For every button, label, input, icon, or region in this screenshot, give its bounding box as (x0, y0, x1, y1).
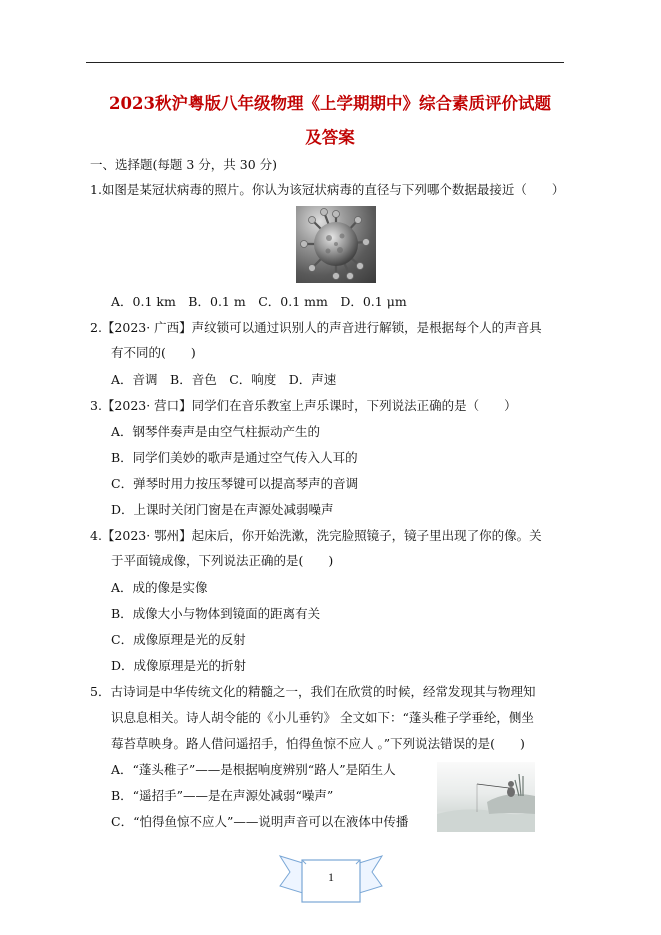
question-2-stem-cont: 有不同的( ) (111, 345, 196, 360)
fishing-child-illustration (437, 762, 535, 832)
fishing-scene (437, 762, 535, 832)
question-5-option-c: C．“怕得鱼惊不应人”——说明声音可以在液体中传播 (111, 814, 409, 829)
question-5-option-b: B．“遥招手”——是在声源处减弱“噪声” (111, 788, 334, 803)
page-number: 1 (328, 870, 334, 884)
question-4-option-d: D．成像原理是光的折射 (111, 658, 247, 673)
question-5-stem-cont-2: 莓苔草映身。路人借问遥招手，怕得鱼惊不应人 。”下列说法错误的是( ) (111, 736, 525, 751)
question-4-stem-cont: 于平面镜成像，下列说法正确的是( ) (111, 553, 334, 568)
question-5-stem: 5．古诗词是中华传统文化的精髓之一，我们在欣赏的时候，经常发现其与物理知 (90, 684, 536, 699)
question-3-option-c: C．弹琴时用力按压琴键可以提高琴声的音调 (111, 476, 359, 491)
question-4-option-a: A．成的像是实像 (111, 580, 208, 595)
header-rule (86, 62, 564, 63)
paper-title: 2023秋沪粤版八年级物理《上学期期中》综合素质评价试题 (109, 94, 551, 113)
question-4-option-c: C．成像原理是光的反射 (111, 632, 246, 647)
question-2-stem: 2.【2023· 广西】声纹锁可以通过识别人的声音进行解锁，是根据每个人的声音具 (90, 320, 542, 335)
paper-title-continued: 及答案 (305, 128, 355, 147)
question-5-stem-cont-1: 识息息相关。诗人胡令能的《小儿垂钓》 全文如下：“蓬头稚子学垂纶，侧坐 (111, 710, 534, 725)
question-3-option-a: A．钢琴伴奏声是由空气柱振动产生的 (111, 424, 321, 439)
question-2-options: A．音调 B．音色 C．响度 D．声速 (111, 372, 337, 387)
section-header: 一、选择题(每题 3 分，共 30 分) (90, 157, 278, 172)
question-4-stem: 4.【2023· 鄂州】起床后，你开始洗漱，洗完脸照镜子，镜子里出现了你的像。关 (90, 528, 542, 543)
question-1-stem: 1.如图是某冠状病毒的照片。你认为该冠状病毒的直径与下列哪个数据最接近（ ） (90, 182, 565, 197)
question-5-option-a: A．“蓬头稚子”——是根据响度辨别“路人”是陌生人 (111, 762, 396, 777)
question-3-option-d: D．上课时关闭门窗是在声源处减弱噪声 (111, 502, 334, 517)
question-3-option-b: B．同学们美妙的歌声是通过空气传入人耳的 (111, 450, 358, 465)
question-4-option-b: B．成像大小与物体到镜面的距离有关 (111, 606, 321, 621)
virus-illustration (296, 206, 376, 283)
page-number-ribbon (276, 850, 386, 910)
virus-photo (296, 206, 376, 283)
question-3-stem: 3.【2023· 营口】同学们在音乐教室上声乐课时，下列说法正确的是（ ） (90, 398, 517, 413)
question-1-options: A．0.1 km B．0.1 m C．0.1 mm D．0.1 μm (111, 294, 407, 309)
